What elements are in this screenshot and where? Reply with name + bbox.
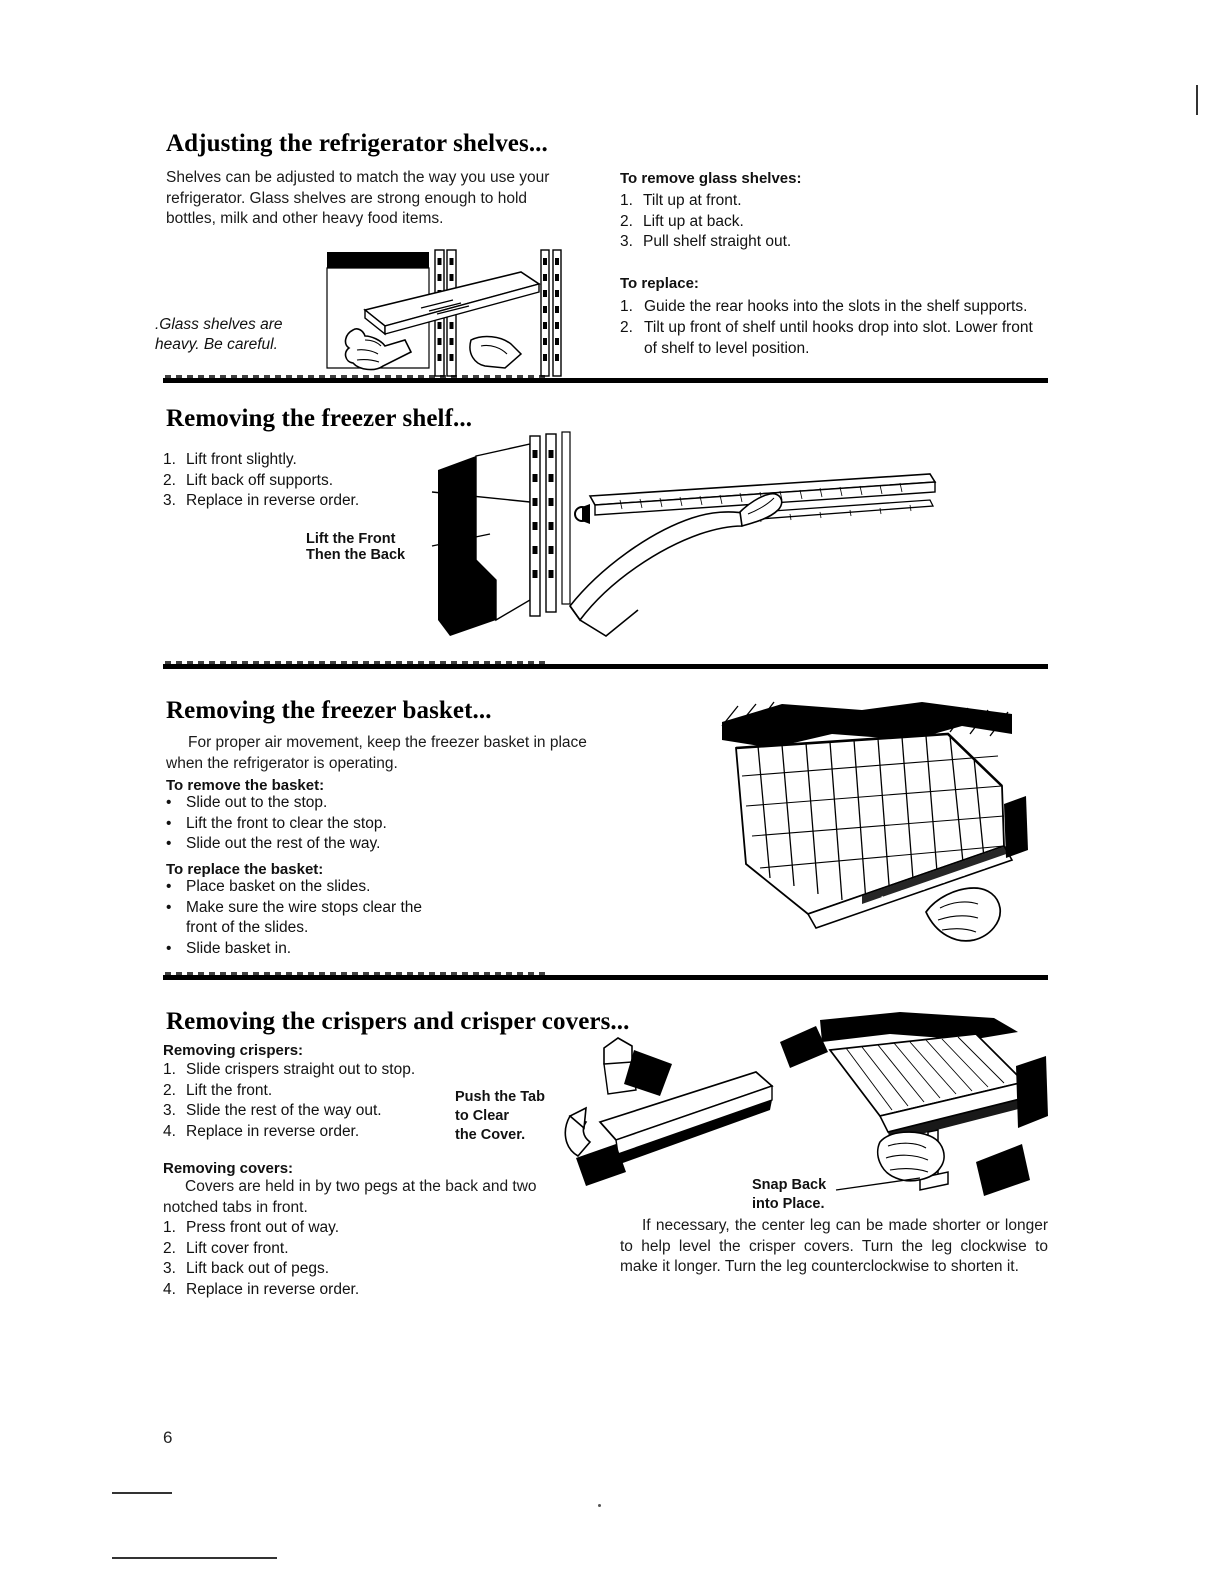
caption-lift-front-then-back: Lift the Front Then the Back bbox=[306, 531, 406, 563]
list-item: 3. Slide the rest of the way out. bbox=[163, 1102, 382, 1119]
list-item: 4. Replace in reverse order. bbox=[163, 1122, 360, 1140]
list-item: 2. Lift back off supports. bbox=[163, 471, 334, 489]
list-removing-covers bbox=[163, 1218, 463, 1300]
illustration-glass-shelf-removal bbox=[325, 248, 585, 378]
glass-shelf-instructions bbox=[620, 170, 1048, 359]
list-replace-glass-shelves bbox=[620, 296, 1048, 359]
list-item: • Slide out to the stop. bbox=[166, 794, 328, 811]
heading-remove-basket: To remove the basket: bbox=[166, 777, 325, 794]
caption-snap-back-into-place: Snap Back into Place. bbox=[752, 1177, 827, 1212]
footer-crop-mark-2 bbox=[112, 1557, 277, 1559]
illustration-crisper-cover-snap-back bbox=[780, 1012, 1050, 1212]
heading-removing-crispers: Removing crispers: bbox=[163, 1042, 304, 1059]
list-item: • Make sure the wire stops clear the front of the slides. bbox=[166, 898, 423, 936]
section-title-removing-crispers: Removing the crispers and crisper covers... bbox=[166, 1008, 630, 1035]
list-item: 2. Lift cover front. bbox=[163, 1239, 289, 1257]
center-leg-note: If necessary, the center leg can be made shorter or longer to help level the crisper covers. Turn the leg clockwise to make it longer. Turn the leg counterclockwise to shorten it. bbox=[620, 1217, 1048, 1275]
list-remove-basket bbox=[166, 793, 546, 855]
covers-intro-text: Covers are held in by two pegs at the back and two notched tabs in front. bbox=[163, 1178, 537, 1216]
section-title-adjusting-shelves: Adjusting the refrigerator shelves... bbox=[166, 130, 548, 157]
list-removing-freezer-shelf bbox=[163, 450, 433, 512]
list-item: 3. Lift back out of pegs. bbox=[163, 1260, 330, 1277]
list-item: 1. Slide crispers straight out to stop. bbox=[163, 1061, 416, 1078]
list-item: • Place basket on the slides. bbox=[166, 878, 371, 895]
section-divider-3 bbox=[163, 975, 1048, 980]
list-replace-basket bbox=[166, 877, 456, 959]
list-item: • Slide out the rest of the way. bbox=[166, 835, 381, 852]
list-removing-crispers bbox=[163, 1060, 463, 1142]
section-intro-adjusting-shelves: Shelves can be adjusted to match the way you use your refrigerator. Glass shelves are strong enough to hold bottles, milk and other heavy food items. bbox=[166, 169, 550, 227]
list-item: 1. Lift front slightly. bbox=[163, 451, 297, 468]
list-item: 4. Replace in reverse order. bbox=[163, 1280, 360, 1298]
list-item: 2. Lift up at back. bbox=[620, 212, 744, 230]
list-item: 1. Guide the rear hooks into the slots in the shelf supports. bbox=[620, 297, 1028, 315]
heading-to-replace: To replace: bbox=[620, 274, 699, 292]
list-remove-glass-shelves bbox=[620, 191, 1048, 253]
list-item: 3. Replace in reverse order. bbox=[163, 492, 360, 509]
list-item: • Slide basket in. bbox=[166, 939, 292, 957]
heading-removing-covers: Removing covers: bbox=[163, 1160, 294, 1177]
footer-center-dot bbox=[598, 1504, 601, 1507]
footer-crop-mark-1 bbox=[112, 1492, 172, 1494]
list-item: 2. Lift the front. bbox=[163, 1081, 273, 1099]
section-divider-2 bbox=[163, 664, 1048, 669]
illustration-freezer-shelf-removal bbox=[430, 430, 950, 645]
section-title-removing-freezer-basket: Removing the freezer basket... bbox=[166, 697, 492, 724]
section-title-removing-freezer-shelf: Removing the freezer shelf... bbox=[166, 405, 473, 432]
list-item: • Lift the front to clear the stop. bbox=[166, 814, 387, 832]
list-item: 3. Pull shelf straight out. bbox=[620, 233, 792, 250]
illustration-crisper-tab-detail bbox=[560, 1030, 775, 1190]
list-item: 1. Press front out of way. bbox=[163, 1219, 340, 1236]
list-item: 2. Tilt up front of shelf until hooks drop into slot. Lower front of shelf to level position. bbox=[620, 318, 1033, 357]
heading-replace-basket: To replace the basket: bbox=[166, 861, 324, 878]
list-item: 1. Tilt up at front. bbox=[620, 192, 742, 209]
page-number: 6 bbox=[163, 1428, 173, 1447]
top-crop-mark bbox=[1196, 85, 1198, 115]
section-intro-freezer-basket: For proper air movement, keep the freezer basket in place when the refrigerator is operating. bbox=[166, 734, 587, 772]
illustration-freezer-basket bbox=[712, 700, 1032, 950]
heading-remove-glass-shelves: To remove glass shelves: bbox=[620, 170, 802, 187]
caption-push-the-tab: Push the Tab to Clear the Cover. bbox=[455, 1089, 545, 1143]
glass-shelf-warning-note: .Glass shelves are heavy. Be careful. bbox=[155, 316, 283, 353]
section-divider-1 bbox=[163, 378, 1048, 383]
